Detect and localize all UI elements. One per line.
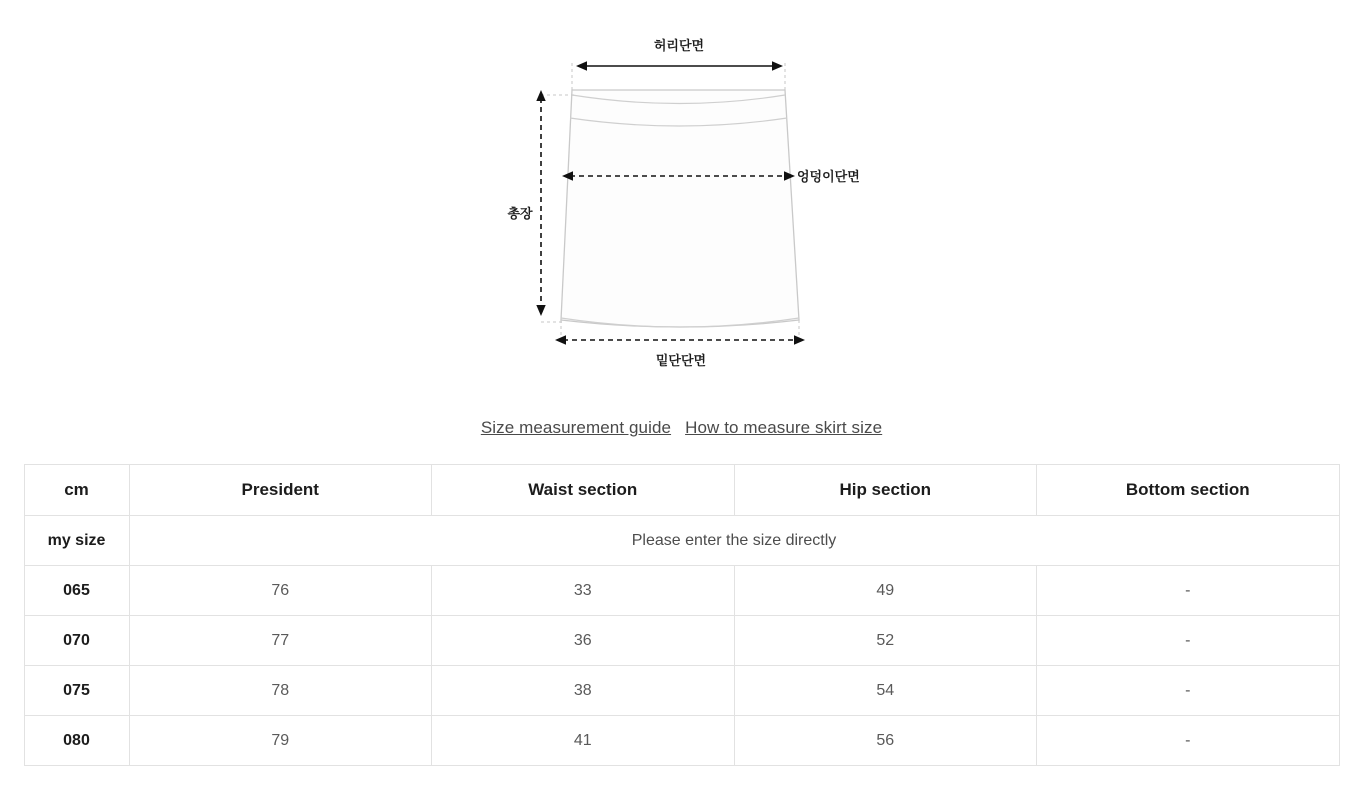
table-row — [24, 716, 1339, 766]
length-label: 총장 — [507, 207, 533, 222]
table-row — [24, 566, 1339, 616]
header-waist-section: Waist section — [432, 465, 735, 516]
cell-080-president: 79 — [129, 716, 432, 766]
cell-080-waist: 41 — [432, 716, 735, 766]
header-hip-section: Hip section — [734, 465, 1037, 516]
row-label-065: 065 — [24, 566, 129, 616]
row-label-075: 075 — [24, 666, 129, 716]
table-header-row — [24, 465, 1339, 516]
table-row — [24, 666, 1339, 716]
header-cm: cm — [24, 465, 129, 516]
cell-065-hip: 49 — [734, 566, 1037, 616]
row-label-070: 070 — [24, 616, 129, 666]
cell-070-bottom: - — [1037, 616, 1340, 666]
header-president: President — [129, 465, 432, 516]
waist-label: 허리단면 — [653, 39, 705, 54]
cell-075-hip: 54 — [734, 666, 1037, 716]
size-measurement-guide-link[interactable]: Size measurement guide — [480, 418, 672, 437]
cell-070-hip: 52 — [734, 616, 1037, 666]
size-chart-head — [24, 465, 1339, 516]
cell-070-president: 77 — [129, 616, 432, 666]
table-row — [24, 616, 1339, 666]
cell-080-bottom: - — [1037, 716, 1340, 766]
row-label-080: 080 — [24, 716, 129, 766]
cell-070-waist: 36 — [432, 616, 735, 666]
my-size-input-cell[interactable]: Please enter the size directly — [129, 516, 1339, 566]
cell-075-president: 78 — [129, 666, 432, 716]
guide-links — [0, 418, 1363, 438]
cell-075-bottom: - — [1037, 666, 1340, 716]
size-chart-table — [24, 464, 1340, 766]
header-bottom-section: Bottom section — [1037, 465, 1340, 516]
hip-label: 엉덩이단면 — [797, 170, 860, 185]
bottom-label: 밑단단면 — [655, 354, 707, 369]
how-to-measure-skirt-size-link[interactable]: How to measure skirt size — [685, 418, 883, 437]
cell-075-waist: 38 — [432, 666, 735, 716]
size-chart-body — [24, 516, 1339, 766]
my-size-label: my size — [24, 516, 129, 566]
cell-065-waist: 33 — [432, 566, 735, 616]
my-size-row[interactable] — [24, 516, 1339, 566]
cell-065-bottom: - — [1037, 566, 1340, 616]
cell-065-president: 76 — [129, 566, 432, 616]
cell-080-hip: 56 — [734, 716, 1037, 766]
